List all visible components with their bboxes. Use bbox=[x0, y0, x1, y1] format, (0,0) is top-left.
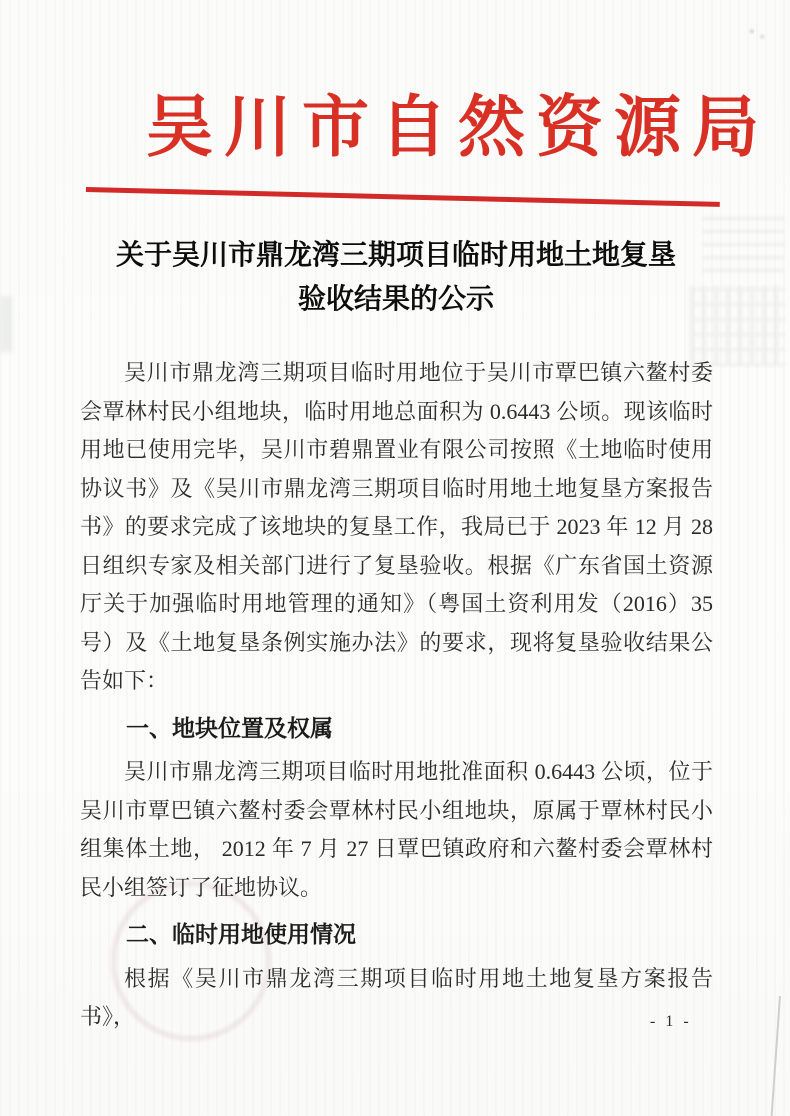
page-number: - 1 - bbox=[650, 1013, 692, 1030]
document-title-line1: 关于吴川市鼎龙湾三期项目临时用地土地复垦 bbox=[115, 240, 676, 271]
section1-heading: 一、地块位置及权属 bbox=[126, 714, 333, 741]
letterhead-divider-line bbox=[86, 187, 720, 207]
document-body bbox=[80, 354, 713, 1037]
page-edge-line bbox=[770, 996, 781, 1116]
section2-paragraph: 根据《吴川市鼎龙湾三期项目临时用地土地复垦方案报告书》， bbox=[80, 965, 713, 1029]
section2-heading: 二、临时用地使用情况 bbox=[126, 921, 356, 947]
scan-speckle-artifact bbox=[744, 24, 770, 42]
document-title-line2: 验收结果的公示 bbox=[297, 284, 494, 315]
agency-letterhead: 吴川市自然资源局 bbox=[146, 91, 770, 165]
section1-paragraph: 吴川市鼎龙湾三期项目临时用地批准面积 0.6443 公顷，位于吴川市覃巴镇六鳌村委会覃林村民小组地块，原属于覃林村民小组集体土地， 2012 年 7 月 27 日覃巴镇政府和六鳌村委会覃林村民小组签订了征地协议。 bbox=[80, 759, 713, 900]
bleed-through-artifact bbox=[702, 212, 784, 272]
intro-paragraph: 吴川市鼎龙湾三期项目临时用地位于吴川市覃巴镇六鳌村委会覃林村民小组地块，临时用地总面积为 0.6443 公顷。现该临时用地已使用完毕，吴川市碧鼎置业有限公司按照《土地临时使用协议书》及《吴川市鼎龙湾三期项目临时用地土地复垦方案报告书》的要求完成了该地块的复垦工作，我局已于 2023 年 12 月 28 日组织专家及相关部门进行了复垦验收。根据《广东省国土资源厅关于加强临时用地管理的通知》（粤国土资利用发（2016）35 号）及《土地复垦条例实施办法》的要求，现将复垦验收结果公告如下： bbox=[80, 360, 713, 693]
scan-edge-smudge bbox=[0, 296, 12, 352]
document-title bbox=[79, 234, 713, 322]
